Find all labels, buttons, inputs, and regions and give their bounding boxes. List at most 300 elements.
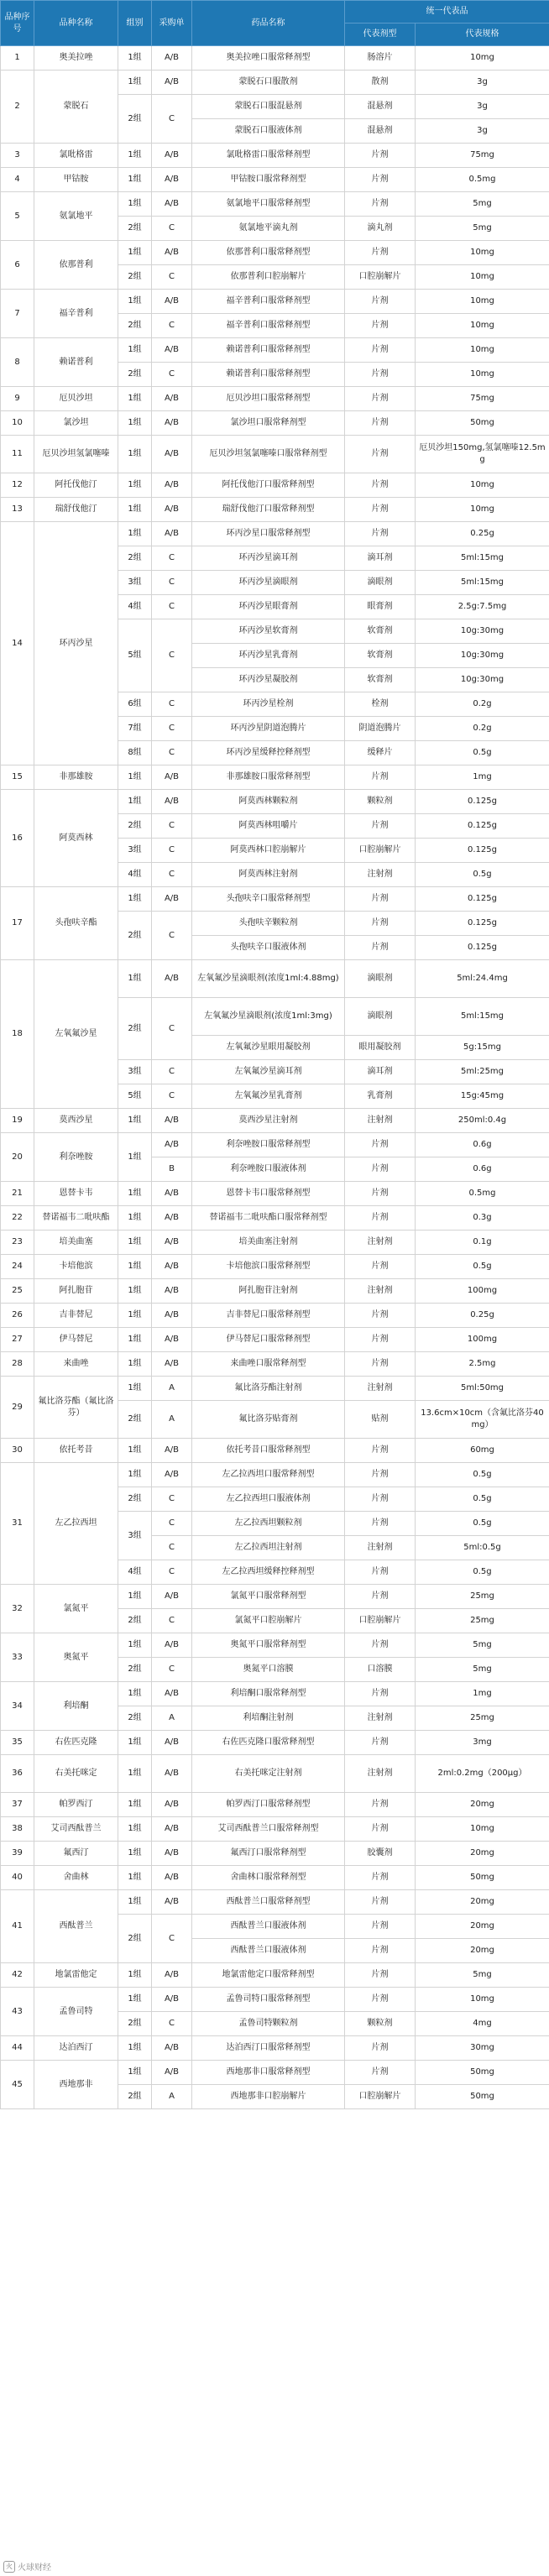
cell-no: 40: [1, 1866, 34, 1890]
table-row: [1, 411, 549, 436]
cell-spec: 10mg: [416, 290, 549, 314]
cell-no: 16: [1, 790, 34, 887]
cell-category: A/B: [152, 473, 192, 498]
table-row: [1, 1304, 549, 1328]
cell-category: A/B: [152, 1988, 192, 2012]
cell-group: 2组: [118, 2085, 152, 2109]
cell-drug: 环丙沙星软膏剂: [192, 619, 345, 644]
cell-spec: 50mg: [416, 2061, 549, 2085]
table-row: [1, 192, 549, 217]
cell-group: 3组: [118, 839, 152, 863]
cell-form: 片剂: [345, 1182, 416, 1206]
cell-drug: 氯氮平口腔崩解片: [192, 1609, 345, 1633]
cell-drug: 艾司西酞普兰口服常释剂型: [192, 1817, 345, 1842]
cell-category: A/B: [152, 498, 192, 522]
cell-spec: 10g:30mg: [416, 668, 549, 692]
cell-drug: 氯吡格雷口服常释剂型: [192, 144, 345, 168]
cell-drug: 阿托伐他汀口服常释剂型: [192, 473, 345, 498]
cell-no: 25: [1, 1279, 34, 1304]
cell-group: 1组: [118, 411, 152, 436]
cell-category: A: [152, 1401, 192, 1439]
table-row: [1, 1633, 549, 1658]
cell-drug: 环丙沙星凝胶剂: [192, 668, 345, 692]
cell-name: 氯吡格雷: [34, 144, 118, 168]
cell-no: 28: [1, 1352, 34, 1377]
cell-drug: 西地那非口服常释剂型: [192, 2061, 345, 2085]
cell-category: A/B: [152, 387, 192, 411]
cell-name: 非那雄胺: [34, 765, 118, 790]
cell-no: 39: [1, 1842, 34, 1866]
cell-drug: 左乙拉西坦注射剂: [192, 1536, 345, 1560]
cell-no: 5: [1, 192, 34, 241]
cell-group: 1组: [118, 290, 152, 314]
cell-drug: 替诺福韦二吡呋酯口服常释剂型: [192, 1206, 345, 1231]
cell-name: 右美托咪定: [34, 1755, 118, 1793]
cell-category: A/B: [152, 1439, 192, 1463]
table-row: [1, 71, 549, 95]
cell-group: 1组: [118, 71, 152, 95]
cell-category: A/B: [152, 338, 192, 363]
cell-no: 19: [1, 1109, 34, 1133]
cell-drug: 环丙沙星滴耳剂: [192, 546, 345, 571]
cell-drug: 蒙脱石口服液体剂: [192, 119, 345, 144]
cell-group: 4组: [118, 595, 152, 619]
cell-drug: 利奈唑胺口服常释剂型: [192, 1133, 345, 1157]
cell-form: 片剂: [345, 1988, 416, 2012]
cell-spec: 2ml:0.2mg（200μg）: [416, 1755, 549, 1793]
cell-category: A/B: [152, 411, 192, 436]
cell-spec: 15g:45mg: [416, 1084, 549, 1109]
cell-drug: 利培酮口服常释剂型: [192, 1682, 345, 1706]
cell-category: A/B: [152, 2061, 192, 2085]
cell-no: 4: [1, 168, 34, 192]
cell-drug: 蒙脱石口服散剂: [192, 71, 345, 95]
cell-drug: 伊马替尼口服常释剂型: [192, 1328, 345, 1352]
cell-category: A: [152, 1377, 192, 1401]
cell-form: 片剂: [345, 1817, 416, 1842]
cell-group: 2组: [118, 2012, 152, 2036]
cell-category: A/B: [152, 1352, 192, 1377]
cell-group: 3组: [118, 1060, 152, 1084]
cell-no: 3: [1, 144, 34, 168]
cell-drug: 赖诺普利口服常释剂型: [192, 338, 345, 363]
cell-form: 片剂: [345, 1255, 416, 1279]
cell-drug: 福辛普利口服常释剂型: [192, 290, 345, 314]
cell-spec: 10mg: [416, 46, 549, 71]
cell-category: A/B: [152, 522, 192, 546]
header-form: 代表剂型: [345, 24, 416, 46]
cell-form: 注射剂: [345, 1377, 416, 1401]
cell-spec: 3g: [416, 95, 549, 119]
cell-drug: 来曲唑口服常释剂型: [192, 1352, 345, 1377]
cell-name: 达泊西汀: [34, 2036, 118, 2061]
cell-drug: 依那普利口服常释剂型: [192, 241, 345, 265]
cell-name: 西酞普兰: [34, 1890, 118, 1963]
cell-form: 注射剂: [345, 1536, 416, 1560]
cell-category: C: [152, 1084, 192, 1109]
cell-spec: 1mg: [416, 765, 549, 790]
table-row: [1, 1133, 549, 1157]
table-row: [1, 290, 549, 314]
cell-spec: 10g:30mg: [416, 644, 549, 668]
cell-group: 2组: [118, 912, 152, 960]
cell-category: A/B: [152, 1182, 192, 1206]
cell-spec: 60mg: [416, 1439, 549, 1463]
cell-spec: 0.125g: [416, 936, 549, 960]
cell-category: A/B: [152, 1585, 192, 1609]
cell-group: 1组: [118, 338, 152, 363]
cell-form: 片剂: [345, 1731, 416, 1755]
cell-category: C: [152, 265, 192, 290]
cell-category: A: [152, 1706, 192, 1731]
cell-spec: 10mg: [416, 1817, 549, 1842]
cell-group: 1组: [118, 1585, 152, 1609]
table-row: [1, 1731, 549, 1755]
cell-drug: 奥氮平口溶膜: [192, 1658, 345, 1682]
cell-group: 1组: [118, 1352, 152, 1377]
cell-group: 1组: [118, 473, 152, 498]
cell-name: 厄贝沙坦氢氯噻嗪: [34, 436, 118, 473]
cell-form: 口溶膜: [345, 1658, 416, 1682]
cell-spec: 10g:30mg: [416, 619, 549, 644]
cell-category: C: [152, 998, 192, 1060]
cell-form: 片剂: [345, 473, 416, 498]
cell-name: 福辛普利: [34, 290, 118, 338]
cell-form: 滴眼剂: [345, 998, 416, 1036]
cell-spec: 10mg: [416, 363, 549, 387]
cell-category: C: [152, 595, 192, 619]
cell-no: 26: [1, 1304, 34, 1328]
table-row: [1, 473, 549, 498]
cell-no: 35: [1, 1731, 34, 1755]
cell-spec: 5mg: [416, 1658, 549, 1682]
cell-spec: 0.5mg: [416, 1182, 549, 1206]
cell-group: 1组: [118, 2061, 152, 2085]
cell-name: 左氧氟沙星: [34, 960, 118, 1109]
cell-no: 36: [1, 1755, 34, 1793]
cell-category: A/B: [152, 1206, 192, 1231]
cell-category: C: [152, 1512, 192, 1536]
cell-no: 43: [1, 1988, 34, 2036]
cell-category: A/B: [152, 1133, 192, 1157]
logo-mark-icon: 火: [3, 2561, 15, 2573]
cell-group: 8组: [118, 741, 152, 765]
cell-form: 片剂: [345, 1633, 416, 1658]
cell-drug: 阿莫西林咀嚼片: [192, 814, 345, 839]
table-row: [1, 2036, 549, 2061]
table-row: [1, 1439, 549, 1463]
cell-category: A/B: [152, 1231, 192, 1255]
cell-name: 氟西汀: [34, 1842, 118, 1866]
cell-category: C: [152, 839, 192, 863]
cell-form: 片剂: [345, 2061, 416, 2085]
table-row: [1, 387, 549, 411]
table-body: [1, 46, 549, 2109]
cell-name: 左乙拉西坦: [34, 1463, 118, 1585]
cell-category: C: [152, 95, 192, 144]
cell-drug: 孟鲁司特口服常释剂型: [192, 1988, 345, 2012]
table-row: [1, 1463, 549, 1487]
cell-category: C: [152, 717, 192, 741]
cell-form: 混悬剂: [345, 95, 416, 119]
cell-drug: 环丙沙星阴道泡腾片: [192, 717, 345, 741]
cell-form: 口腔崩解片: [345, 2085, 416, 2109]
cell-form: 片剂: [345, 498, 416, 522]
cell-group: 2组: [118, 217, 152, 241]
table-row: [1, 338, 549, 363]
cell-category: C: [152, 2012, 192, 2036]
cell-form: 片剂: [345, 1890, 416, 1915]
cell-spec: 0.5mg: [416, 168, 549, 192]
cell-group: 1组: [118, 887, 152, 912]
cell-spec: 0.5g: [416, 1512, 549, 1536]
cell-form: 片剂: [345, 192, 416, 217]
cell-group: 1组: [118, 1793, 152, 1817]
cell-form: 口腔崩解片: [345, 1609, 416, 1633]
cell-no: 45: [1, 2061, 34, 2109]
cell-group: 1组: [118, 1133, 152, 1182]
cell-drug: 依托考昔口服常释剂型: [192, 1439, 345, 1463]
cell-name: 来曲唑: [34, 1352, 118, 1377]
cell-category: A/B: [152, 1963, 192, 1988]
cell-group: 2组: [118, 95, 152, 144]
cell-form: 片剂: [345, 936, 416, 960]
cell-form: 片剂: [345, 290, 416, 314]
header-no: 品种序号: [1, 1, 34, 46]
cell-spec: 0.125g: [416, 839, 549, 863]
cell-category: C: [152, 217, 192, 241]
cell-form: 注射剂: [345, 1706, 416, 1731]
cell-group: 2组: [118, 546, 152, 571]
table-row: [1, 1231, 549, 1255]
cell-group: 7组: [118, 717, 152, 741]
cell-group: 1组: [118, 1109, 152, 1133]
cell-category: A/B: [152, 1793, 192, 1817]
cell-group: 1组: [118, 1890, 152, 1915]
cell-no: 38: [1, 1817, 34, 1842]
cell-group: 2组: [118, 1401, 152, 1439]
table-row: [1, 1890, 549, 1915]
cell-form: 片剂: [345, 1939, 416, 1963]
cell-name: 伊马替尼: [34, 1328, 118, 1352]
cell-spec: 0.125g: [416, 887, 549, 912]
cell-drug: 瑞舒伐他汀口服常释剂型: [192, 498, 345, 522]
cell-category: C: [152, 692, 192, 717]
cell-drug: 氟比洛芬贴膏剂: [192, 1401, 345, 1439]
cell-group: 2组: [118, 1609, 152, 1633]
cell-form: 片剂: [345, 814, 416, 839]
cell-group: 2组: [118, 1487, 152, 1512]
cell-spec: 5mg: [416, 1963, 549, 1988]
cell-category: A/B: [152, 2036, 192, 2061]
cell-category: C: [152, 1609, 192, 1633]
cell-name: 环丙沙星: [34, 522, 118, 765]
cell-no: 9: [1, 387, 34, 411]
cell-drug: 吉非替尼口服常释剂型: [192, 1304, 345, 1328]
cell-drug: 左氧氟沙星滴眼剂(浓度1ml:4.88mg): [192, 960, 345, 998]
cell-category: A/B: [152, 168, 192, 192]
cell-group: 1组: [118, 1304, 152, 1328]
cell-drug: 左氧氟沙星乳膏剂: [192, 1084, 345, 1109]
cell-form: 片剂: [345, 1585, 416, 1609]
cell-no: 34: [1, 1682, 34, 1731]
cell-drug: 西酞普兰口服液体剂: [192, 1939, 345, 1963]
cell-group: 6组: [118, 692, 152, 717]
cell-drug: 环丙沙星栓剂: [192, 692, 345, 717]
cell-form: 滴耳剂: [345, 1060, 416, 1084]
table-row: [1, 765, 549, 790]
cell-group: 1组: [118, 387, 152, 411]
cell-spec: 5ml:15mg: [416, 546, 549, 571]
cell-drug: 头孢呋辛颗粒剂: [192, 912, 345, 936]
cell-name: 氨氯地平: [34, 192, 118, 241]
watermark: [3, 2560, 51, 2573]
cell-form: 口腔崩解片: [345, 839, 416, 863]
cell-drug: 环丙沙星口服常释剂型: [192, 522, 345, 546]
cell-drug: 甲钴胺口服常释剂型: [192, 168, 345, 192]
cell-spec: 75mg: [416, 387, 549, 411]
cell-category: A/B: [152, 1755, 192, 1793]
table-row: [1, 1585, 549, 1609]
cell-drug: 非那雄胺口服常释剂型: [192, 765, 345, 790]
cell-drug: 舍曲林口服常释剂型: [192, 1866, 345, 1890]
cell-spec: 厄贝沙坦150mg,氢氯噻嗪12.5mg: [416, 436, 549, 473]
cell-spec: 250ml:0.4g: [416, 1109, 549, 1133]
cell-drug: 奥美拉唑口服常释剂型: [192, 46, 345, 71]
cell-form: 片剂: [345, 1352, 416, 1377]
cell-spec: 5ml:15mg: [416, 571, 549, 595]
cell-form: 片剂: [345, 387, 416, 411]
cell-form: 片剂: [345, 338, 416, 363]
cell-form: 片剂: [345, 1793, 416, 1817]
cell-no: 12: [1, 473, 34, 498]
cell-form: 片剂: [345, 1133, 416, 1157]
cell-group: 2组: [118, 1658, 152, 1682]
cell-group: 1组: [118, 1842, 152, 1866]
cell-drug: 左氧氟沙星滴耳剂: [192, 1060, 345, 1084]
cell-group: 1组: [118, 1633, 152, 1658]
cell-form: 片剂: [345, 1439, 416, 1463]
cell-drug: 恩替卡韦口服常释剂型: [192, 1182, 345, 1206]
cell-no: 44: [1, 2036, 34, 2061]
cell-form: 颗粒剂: [345, 790, 416, 814]
cell-spec: 1mg: [416, 1682, 549, 1706]
cell-form: 片剂: [345, 241, 416, 265]
cell-drug: 阿莫西林口腔崩解片: [192, 839, 345, 863]
cell-group: 1组: [118, 46, 152, 71]
cell-no: 21: [1, 1182, 34, 1206]
cell-spec: 50mg: [416, 2085, 549, 2109]
cell-group: 1组: [118, 1817, 152, 1842]
table-row: [1, 1279, 549, 1304]
cell-spec: 4mg: [416, 2012, 549, 2036]
cell-group: 1组: [118, 241, 152, 265]
cell-spec: 3g: [416, 71, 549, 95]
cell-drug: 右佐匹克隆口服常释剂型: [192, 1731, 345, 1755]
cell-spec: 3g: [416, 119, 549, 144]
cell-spec: 13.6cm×10cm（含氟比洛芬40mg）: [416, 1401, 549, 1439]
cell-form: 片剂: [345, 314, 416, 338]
cell-spec: 0.5g: [416, 741, 549, 765]
cell-form: 片剂: [345, 436, 416, 473]
cell-group: 1组: [118, 1328, 152, 1352]
cell-form: 乳膏剂: [345, 1084, 416, 1109]
table-row: [1, 1963, 549, 1988]
cell-spec: 0.25g: [416, 522, 549, 546]
cell-spec: 0.2g: [416, 692, 549, 717]
cell-spec: 5mg: [416, 1633, 549, 1658]
cell-form: 片剂: [345, 1915, 416, 1939]
cell-form: 阴道泡腾片: [345, 717, 416, 741]
cell-group: 2组: [118, 363, 152, 387]
table-row: [1, 522, 549, 546]
cell-form: 注射剂: [345, 1109, 416, 1133]
cell-form: 片剂: [345, 144, 416, 168]
cell-spec: 5ml:15mg: [416, 998, 549, 1036]
cell-name: 瑞舒伐他汀: [34, 498, 118, 522]
cell-category: C: [152, 363, 192, 387]
cell-spec: 100mg: [416, 1328, 549, 1352]
table-row: [1, 1988, 549, 2012]
cell-group: 3组: [118, 1512, 152, 1560]
cell-spec: 5ml:25mg: [416, 1060, 549, 1084]
cell-group: 1组: [118, 1255, 152, 1279]
cell-spec: 0.125g: [416, 912, 549, 936]
cell-group: 1组: [118, 1963, 152, 1988]
cell-spec: 10mg: [416, 314, 549, 338]
cell-category: A/B: [152, 960, 192, 998]
cell-form: 片剂: [345, 411, 416, 436]
cell-spec: 0.3g: [416, 1206, 549, 1231]
cell-name: 依托考昔: [34, 1439, 118, 1463]
cell-group: 1组: [118, 765, 152, 790]
cell-spec: 10mg: [416, 473, 549, 498]
cell-drug: 氯氮平口服常释剂型: [192, 1585, 345, 1609]
cell-spec: 5ml:50mg: [416, 1377, 549, 1401]
cell-name: 利奈唑胺: [34, 1133, 118, 1182]
cell-spec: 0.6g: [416, 1157, 549, 1182]
cell-spec: 100mg: [416, 1279, 549, 1304]
cell-name: 依那普利: [34, 241, 118, 290]
header-group: 组别: [118, 1, 152, 46]
cell-no: 31: [1, 1463, 34, 1585]
cell-drug: 左乙拉西坦缓释控释剂型: [192, 1560, 345, 1585]
cell-no: 22: [1, 1206, 34, 1231]
cell-spec: 0.125g: [416, 790, 549, 814]
cell-drug: 西酞普兰口服液体剂: [192, 1915, 345, 1939]
cell-spec: 5g:15mg: [416, 1036, 549, 1060]
cell-group: 1组: [118, 144, 152, 168]
cell-category: A/B: [152, 790, 192, 814]
cell-group: 1组: [118, 1463, 152, 1487]
cell-drug: 左乙拉西坦口服常释剂型: [192, 1463, 345, 1487]
cell-group: 1组: [118, 1439, 152, 1463]
cell-category: B: [152, 1157, 192, 1182]
cell-name: 厄贝沙坦: [34, 387, 118, 411]
header-category: 采购单: [152, 1, 192, 46]
cell-no: 7: [1, 290, 34, 338]
cell-drug: 帕罗西汀口服常释剂型: [192, 1793, 345, 1817]
cell-form: 胶囊剂: [345, 1842, 416, 1866]
cell-category: C: [152, 546, 192, 571]
cell-spec: 50mg: [416, 1866, 549, 1890]
cell-drug: 西地那非口腔崩解片: [192, 2085, 345, 2109]
cell-spec: 0.6g: [416, 1133, 549, 1157]
cell-spec: 0.25g: [416, 1304, 549, 1328]
cell-category: C: [152, 1915, 192, 1963]
cell-name: 西地那非: [34, 2061, 118, 2109]
table-row: [1, 1793, 549, 1817]
